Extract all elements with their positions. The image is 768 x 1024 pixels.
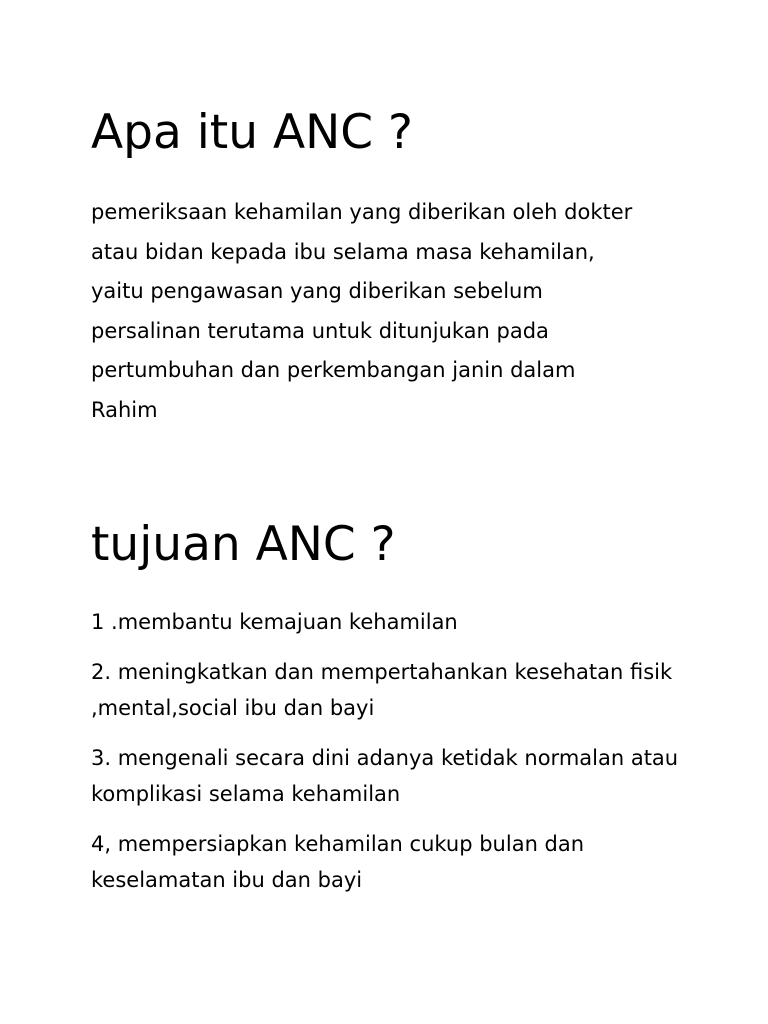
- list-item-line: ,mental,social ibu dan bayi: [91, 696, 375, 720]
- list-item: [91, 654, 731, 726]
- intro-paragraph: [91, 193, 711, 430]
- intro-line: atau bidan kepada ibu selama masa kehamilan,: [91, 239, 595, 264]
- intro-line: persalinan terutama untuk ditunjukan pada: [91, 318, 549, 343]
- list-item-line: 1 .membantu kemajuan kehamilan: [91, 610, 458, 634]
- intro-line: yaitu pengawasan yang diberikan sebelum: [91, 279, 543, 303]
- intro-line: Rahim: [91, 397, 158, 422]
- intro-line: pertumbuhan dan perkembangan janin dalam: [91, 358, 576, 382]
- list-item: [91, 826, 731, 898]
- list-item: [91, 604, 731, 640]
- heading-what-is-anc: Apa itu ANC ?: [91, 105, 413, 160]
- heading-anc-goals: tujuan ANC ?: [91, 517, 396, 572]
- list-item-line: 4, mempersiapkan kehamilan cukup bulan dan: [91, 832, 585, 856]
- list-item-line: keselamatan ibu dan bayi: [91, 868, 363, 892]
- list-item-line: 2. meningkatkan dan mempertahankan kesehatan fisik: [91, 660, 673, 684]
- list-item-line: komplikasi selama kehamilan: [91, 782, 401, 806]
- intro-line: pemeriksaan kehamilan yang diberikan oleh dokter: [91, 200, 633, 224]
- list-item: [91, 740, 731, 812]
- list-item-line: 3. mengenali secara dini adanya ketidak normalan atau: [91, 746, 679, 770]
- goals-list: [91, 604, 731, 912]
